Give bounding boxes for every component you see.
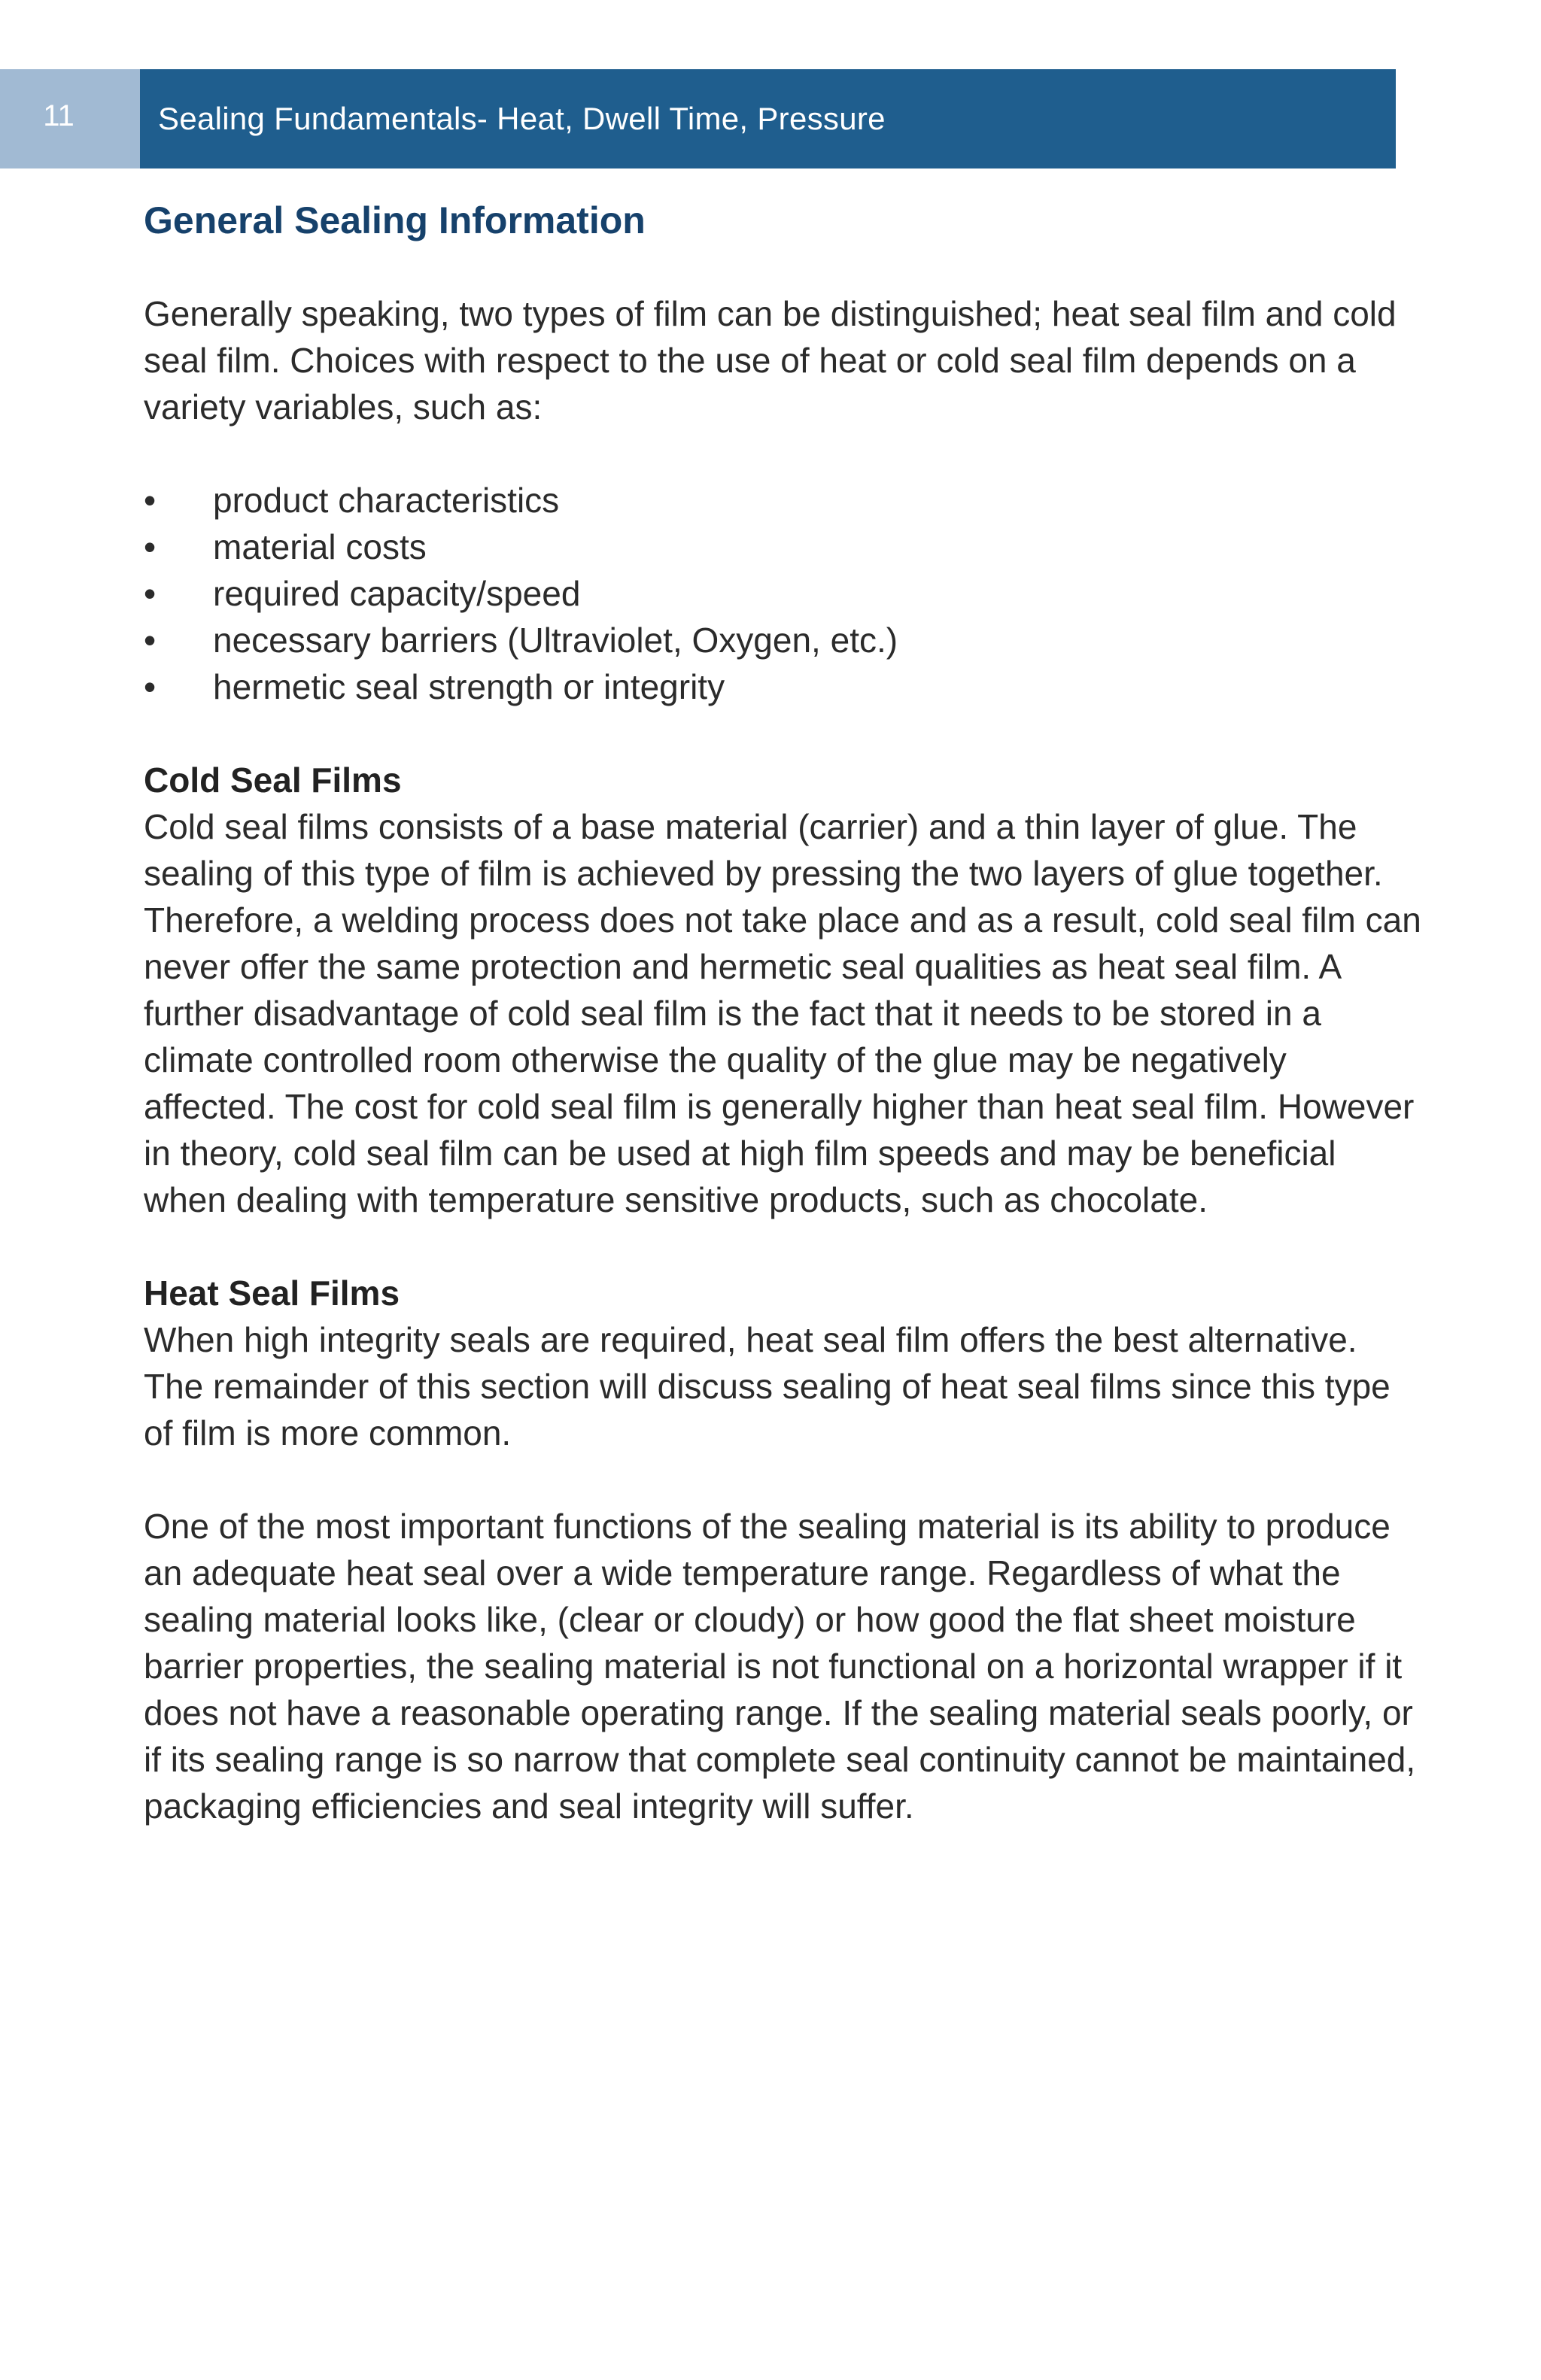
list-item <box>144 477 1423 524</box>
bullet-icon: • <box>144 481 157 520</box>
header-title: Sealing Fundamentals- Heat, Dwell Time, Pressure <box>158 101 886 136</box>
list-item-text: required capacity/speed <box>213 574 581 613</box>
list-item <box>144 570 1423 617</box>
section-title: General Sealing Information <box>144 199 646 241</box>
list-item-text: product characteristics <box>213 481 560 520</box>
bullet-icon: • <box>144 621 157 660</box>
intro-paragraph: Generally speaking, two types of film can be distinguished; heat seal film and cold seal film. Choices with respect to the use of heat or cold seal film depends on a variety variables, such as: <box>144 294 1397 427</box>
document-body <box>144 197 1423 1829</box>
list-item-text: hermetic seal strength or integrity <box>213 667 725 706</box>
page-number: 11 <box>43 99 74 132</box>
page-number-box <box>0 69 140 168</box>
page-header <box>0 69 1396 168</box>
bullet-list <box>144 477 1423 710</box>
cold-seal-paragraph: Cold seal films consists of a base material (carrier) and a thin layer of glue. The sealing of this type of film is achieved by pressing the two layers of glue together. Therefore, a welding process does not take place and as a result, cold seal film can never offer the same protection and hermetic seal qualities as heat seal film. A further disadvantage of cold seal film is the fact that it needs to be stored in a climate controlled room otherwise the quality of the glue may be negatively affected. The cost for cold seal film is generally higher than heat seal film. However in theory, cold seal film can be used at high film speeds and may be beneficial when dealing with temperature sensitive products, such as chocolate. <box>144 807 1421 1219</box>
list-item <box>144 663 1423 710</box>
bullet-icon: • <box>144 574 157 613</box>
heat-seal-paragraph: When high integrity seals are required, heat seal film offers the best alternative. The remainder of this section will discuss sealing of heat seal films since this type of film is more common. <box>144 1320 1391 1453</box>
heat-seal-heading: Heat Seal Films <box>144 1273 400 1313</box>
list-item-text: necessary barriers (Ultraviolet, Oxygen, etc.) <box>213 621 898 660</box>
heat-seal-paragraph-2: One of the most important functions of the sealing material is its ability to produce an adequate heat seal over a wide temperature range. Regardless of what the sealing material looks like, (clear or cloudy) or how good the flat sheet moisture barrier properties, the sealing material is not functional on a horizontal wrapper if it does not have a reasonable operating range. If the sealing material seals poorly, or if its sealing range is so narrow that complete seal continuity cannot be maintained, packaging efficiencies and seal integrity will suffer. <box>144 1507 1416 1826</box>
cold-seal-heading: Cold Seal Films <box>144 760 402 800</box>
header-title-box <box>140 69 1396 168</box>
list-item <box>144 524 1423 570</box>
list-item-text: material costs <box>213 527 427 566</box>
bullet-icon: • <box>144 667 157 706</box>
bullet-icon: • <box>144 527 157 566</box>
list-item <box>144 617 1423 663</box>
